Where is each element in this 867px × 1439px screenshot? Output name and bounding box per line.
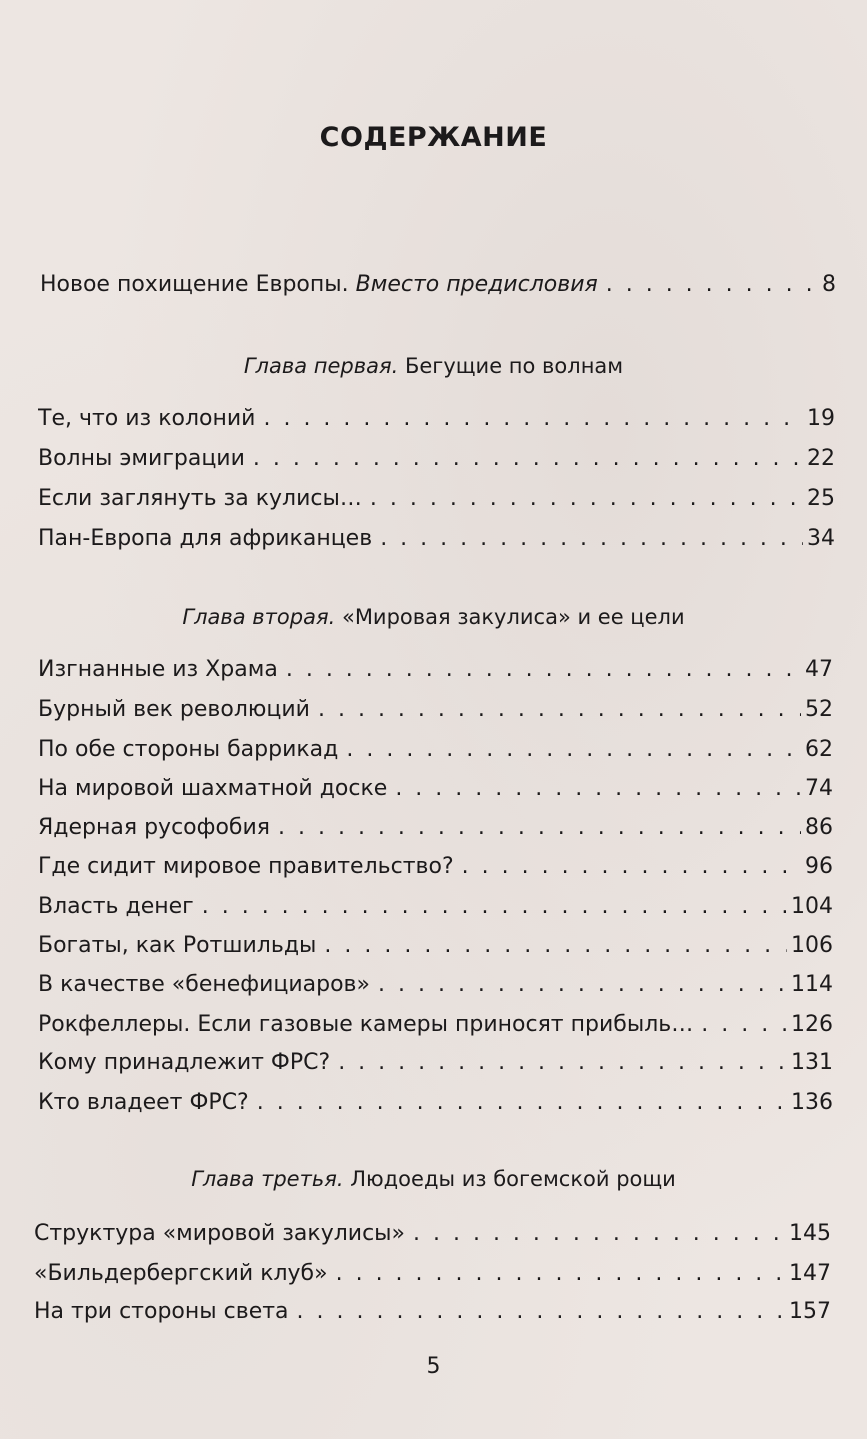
page-number: 5 — [426, 1354, 441, 1379]
toc-entry[interactable] — [34, 1261, 831, 1286]
dot-leader — [202, 894, 787, 919]
toc-entry-label: Структура «мировой закулисы» — [34, 1221, 405, 1246]
toc-entry[interactable] — [38, 776, 833, 801]
toc-entry-label: Богаты, как Ротшильды — [38, 933, 317, 958]
chapter-title: Людоеды из богемской рощи — [350, 1167, 676, 1191]
toc-entry-label: Власть денег — [38, 894, 194, 919]
toc-entry-label: Изгнанные из Храма — [38, 657, 278, 682]
toc-entry-label: Волны эмиграции — [38, 446, 245, 471]
toc-page-number: 34 — [807, 526, 835, 551]
toc-entry-label: Те, что из колоний — [38, 406, 256, 431]
chapter-number: Глава вторая. — [182, 605, 336, 629]
toc-page-number: 147 — [789, 1261, 831, 1286]
toc-entry[interactable] — [38, 446, 835, 471]
toc-entry-label: Пан-Европа для африканцев — [38, 526, 373, 551]
dot-leader — [395, 776, 801, 801]
toc-entry-label: Бурный век революций — [38, 697, 310, 722]
toc-entry-label: Где сидит мировое правительство? — [38, 854, 454, 879]
dot-leader — [263, 406, 803, 431]
toc-entry[interactable] — [38, 854, 833, 879]
toc-entry-label: Кому принадлежит ФРС? — [38, 1050, 331, 1075]
toc-page-number: 106 — [791, 933, 833, 958]
dot-leader — [413, 1221, 785, 1246]
toc-page-number: 47 — [805, 657, 833, 682]
toc-entry-label: Если заглянуть за кулисы… — [38, 486, 362, 511]
dot-leader — [278, 815, 801, 840]
toc-entry[interactable] — [38, 697, 833, 722]
toc-entry[interactable] — [38, 406, 835, 431]
toc-page-number: 19 — [807, 406, 835, 431]
toc-page-number: 74 — [805, 776, 833, 801]
toc-entry[interactable] — [34, 1221, 831, 1246]
toc-page-number: 8 — [822, 272, 836, 297]
dot-leader — [462, 854, 801, 879]
toc-entry-label: Кто владеет ФРС? — [38, 1090, 249, 1115]
toc-page-number: 126 — [791, 1012, 833, 1037]
toc-entry[interactable] — [34, 1299, 831, 1324]
toc-entry[interactable] — [38, 1050, 833, 1075]
toc-entry[interactable] — [38, 933, 833, 958]
dot-leader — [701, 1012, 787, 1037]
toc-page-number: 52 — [805, 697, 833, 722]
dot-leader — [253, 446, 803, 471]
dot-leader — [336, 1261, 785, 1286]
chapter-heading-3[interactable] — [0, 1167, 867, 1191]
toc-page-number: 114 — [791, 972, 833, 997]
preface-label: Новое похищение Европы. — [40, 272, 349, 297]
dot-leader — [257, 1090, 787, 1115]
dot-leader — [378, 972, 787, 997]
dot-leader — [338, 1050, 787, 1075]
toc-entry[interactable] — [38, 815, 833, 840]
toc-entry[interactable] — [38, 486, 835, 511]
toc-entry[interactable] — [38, 972, 833, 997]
toc-entry[interactable] — [38, 526, 835, 551]
toc-page-number: 104 — [791, 894, 833, 919]
toc-entry-preface[interactable] — [40, 272, 836, 297]
toc-entry-label: Ядерная русофобия — [38, 815, 270, 840]
toc-entry-label: На мировой шахматной доске — [38, 776, 388, 801]
toc-page-number: 157 — [789, 1299, 831, 1324]
toc-entry-label: На три стороны света — [34, 1299, 289, 1324]
dot-leader — [380, 526, 803, 551]
dot-leader — [346, 737, 801, 762]
toc-entry-label: В качестве «бенефициаров» — [38, 972, 370, 997]
preface-subtitle: Вместо предисловия — [355, 272, 598, 297]
toc-entry[interactable] — [38, 657, 833, 682]
chapter-title: Бегущие по волнам — [404, 354, 624, 378]
toc-entry-label: По обе стороны баррикад — [38, 737, 339, 762]
toc-page-number: 145 — [789, 1221, 831, 1246]
toc-page-number: 22 — [807, 446, 835, 471]
dot-leader — [297, 1299, 785, 1324]
toc-entry[interactable] — [38, 1090, 833, 1115]
toc-entry[interactable] — [38, 737, 833, 762]
toc-entry-label: Рокфеллеры. Если газовые камеры приносят прибыль… — [38, 1012, 694, 1037]
toc-entry[interactable] — [38, 1012, 833, 1037]
toc-page-number: 62 — [805, 737, 833, 762]
chapter-heading-1[interactable] — [0, 354, 867, 378]
dot-leader — [318, 697, 801, 722]
chapter-title: «Мировая закулиса» и ее цели — [341, 605, 685, 629]
toc-entry[interactable] — [38, 894, 833, 919]
toc-page-number: 25 — [807, 486, 835, 511]
dot-leader — [370, 486, 803, 511]
toc-entry-label: «Бильдербергский клуб» — [34, 1261, 328, 1286]
chapter-heading-2[interactable] — [0, 605, 867, 629]
toc-page-number: 131 — [791, 1050, 833, 1075]
chapter-number: Глава третья. — [191, 1167, 344, 1191]
dot-leader — [324, 933, 787, 958]
page-title: СОДЕРЖАНИЕ — [319, 122, 548, 153]
chapter-number: Глава первая. — [243, 354, 399, 378]
dot-leader — [286, 657, 801, 682]
toc-page-number: 86 — [805, 815, 833, 840]
toc-page-number: 96 — [805, 854, 833, 879]
dot-leader — [606, 272, 818, 297]
toc-page-number: 136 — [791, 1090, 833, 1115]
